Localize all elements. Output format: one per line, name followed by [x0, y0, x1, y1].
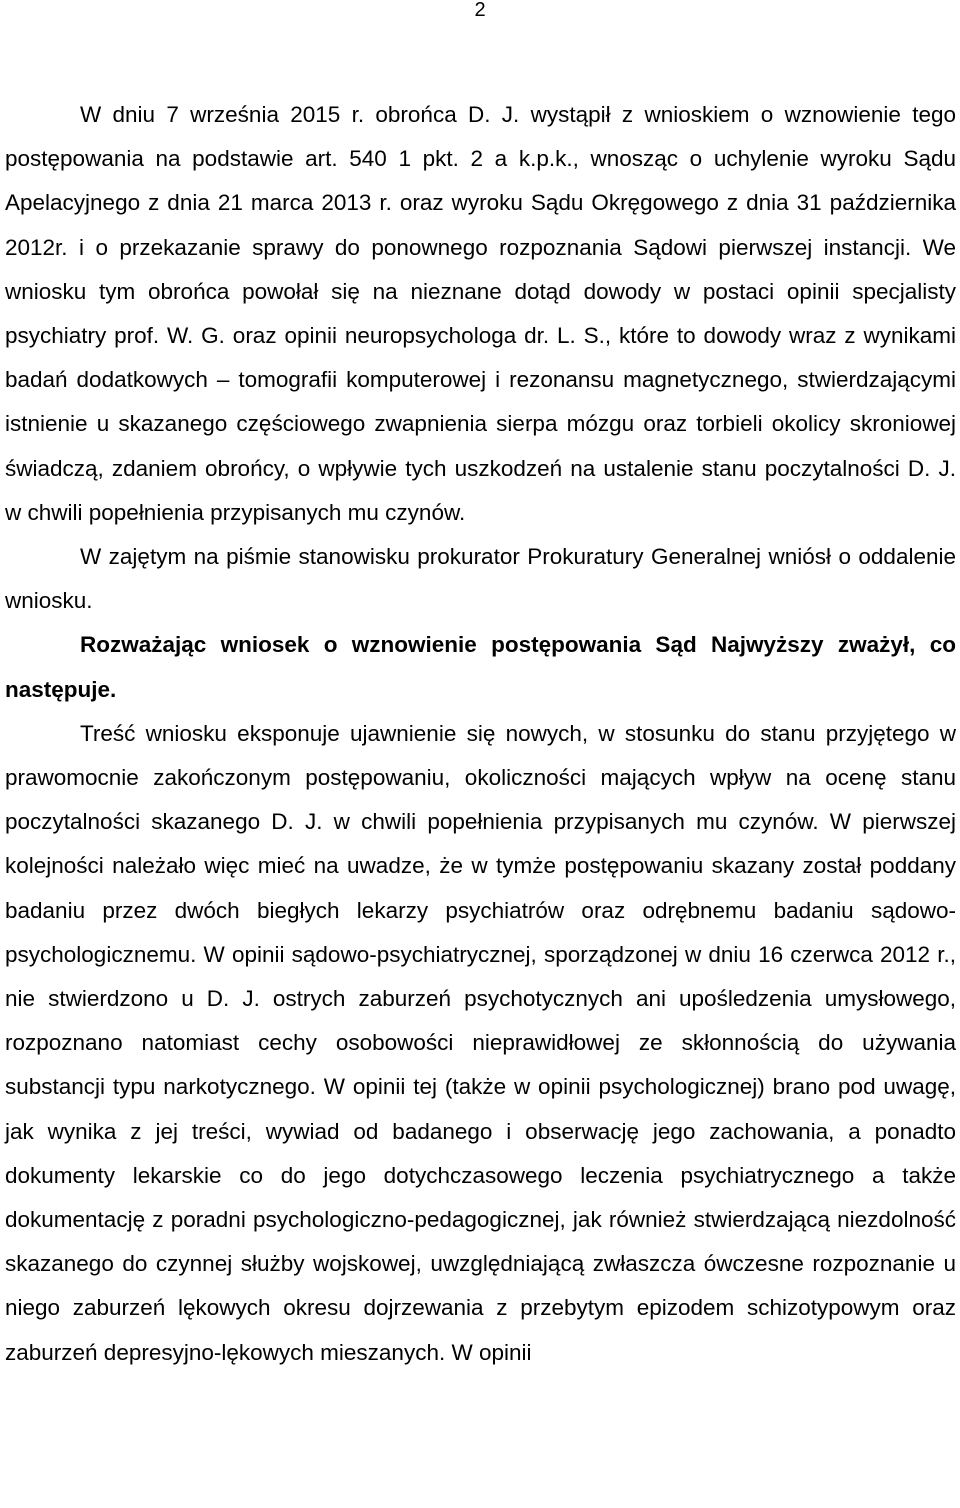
paragraph-court-considered: Rozważając wniosek o wznowienie postępowania Sąd Najwyższy zważył, co następuje. [5, 632, 956, 702]
document-body [5, 93, 956, 1375]
page-number: 2 [474, 0, 486, 21]
paragraph-motion: W dniu 7 września 2015 r. obrońca D. J. wystąpił z wnioskiem o wznowienie tego postępowania na podstawie art. 540 1 pkt. 2 a k.p.k., wnosząc o uchylenie wyroku Sądu Apelacyjnego z dnia 21 marca 2013 r. oraz wyroku Sądu Okręgowego z dnia 31 października 2012r. i o przekazanie sprawy do ponownego rozpoznania Sądowi pierwszej instancji. We wniosku tym obrońca powołał się na nieznane dotąd dowody w postaci opinii specjalisty psychiatry prof. W. G. oraz opinii neuropsychologa dr. L. S., które to dowody wraz z wynikami badań dodatkowych – tomografii komputerowej i rezonansu magnetycznego, stwierdzającymi istnienie u skazanego częściowego zwapnienia sierpa mózgu oraz torbieli okolicy skroniowej świadczą, zdaniem obrońcy, o wpływie tych uszkodzeń na ustalenie stanu poczytalności D. J. w chwili popełnienia przypisanych mu czynów. [5, 102, 956, 525]
paragraph-reasoning: Treść wniosku eksponuje ujawnienie się nowych, w stosunku do stanu przyjętego w prawomocnie zakończonym postępowaniu, okoliczności mających wpływ na ocenę stanu poczytalności skazanego D. J. w chwili popełnienia przypisanych mu czynów. W pierwszej kolejności należało więc mieć na uwadze, że w tymże postępowaniu skazany został poddany badaniu przez dwóch biegłych lekarzy psychiatrów oraz odrębnemu badaniu sądowo-psychologicznemu. W opinii sądowo-psychiatrycznej, sporządzonej w dniu 16 czerwca 2012 r., nie stwierdzono u D. J. ostrych zaburzeń psychotycznych ani upośledzenia umysłowego, rozpoznano natomiast cechy osobowości nieprawidłowej ze skłonnością do używania substancji typu narkotycznego. W opinii tej (także w opinii psychologicznej) brano pod uwagę, jak wynika z jej treści, wywiad od badanego i obserwację jego zachowania, a ponadto dokumenty lekarskie co do jego dotychczasowego leczenia psychiatrycznego a także dokumentację z poradni psychologiczno-pedagogicznej, jak również stwierdzającą niezdolność skazanego do czynnej służby wojskowej, uwzględniającą zwłaszcza ówczesne rozpoznanie u niego zaburzeń lękowych okresu dojrzewania z przebytym epizodem schizotypowym oraz zaburzeń depresyjno-lękowych mieszanych. W opinii [5, 720, 956, 1365]
paragraph-prosecutor-position: W zajętym na piśmie stanowisku prokurator Prokuratury Generalnej wniósł o oddalenie wniosku. [5, 544, 956, 614]
